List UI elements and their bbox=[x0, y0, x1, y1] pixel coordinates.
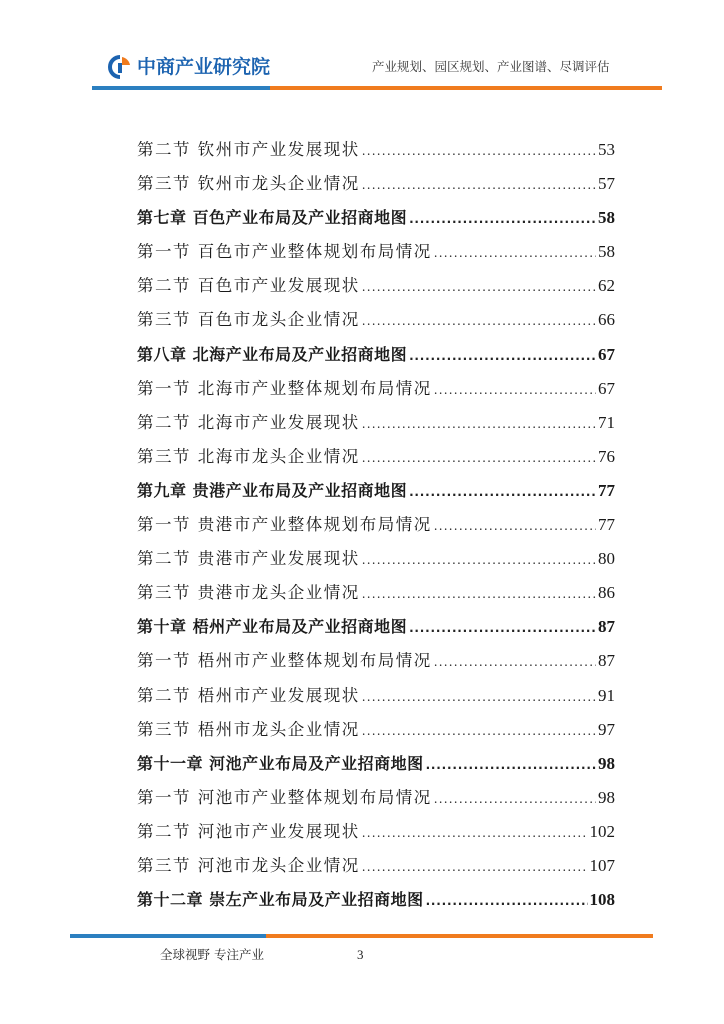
toc-entry-page: 98 bbox=[598, 753, 615, 773]
toc-entry-page: 86 bbox=[598, 583, 615, 603]
toc-entry-page: 77 bbox=[598, 515, 615, 535]
toc-entry-title: 第十一章 河池产业布局及产业招商地图 bbox=[137, 753, 424, 773]
toc-entry-page: 57 bbox=[598, 174, 615, 194]
toc-dot-leader bbox=[362, 303, 596, 337]
toc-section-entry[interactable] bbox=[137, 679, 615, 713]
table-of-contents bbox=[137, 133, 615, 917]
toc-chapter-entry[interactable] bbox=[137, 747, 615, 781]
zhongshang-logo-icon bbox=[107, 54, 133, 80]
toc-dot-leader bbox=[426, 747, 596, 781]
footer-divider-blue bbox=[70, 934, 266, 938]
toc-dot-leader bbox=[426, 883, 588, 917]
brand-logo bbox=[107, 54, 270, 80]
toc-entry-title: 第三节 贵港市龙头企业情况 bbox=[137, 583, 360, 603]
toc-dot-leader bbox=[434, 508, 596, 542]
toc-section-entry[interactable] bbox=[137, 713, 615, 747]
toc-dot-leader bbox=[362, 679, 596, 713]
toc-section-entry[interactable] bbox=[137, 303, 615, 337]
toc-dot-leader bbox=[362, 542, 596, 576]
toc-dot-leader bbox=[362, 269, 596, 303]
toc-dot-leader bbox=[362, 167, 596, 201]
footer-slogan: 全球视野 专注产业 bbox=[160, 947, 264, 962]
toc-dot-leader bbox=[409, 610, 596, 644]
header-divider-blue bbox=[92, 86, 270, 90]
toc-section-entry[interactable] bbox=[137, 815, 615, 849]
toc-entry-page: 80 bbox=[598, 549, 615, 569]
toc-entry-page: 67 bbox=[598, 378, 615, 398]
page-header bbox=[0, 0, 724, 100]
toc-dot-leader bbox=[362, 815, 588, 849]
toc-entry-title: 第三节 河池市龙头企业情况 bbox=[137, 855, 360, 875]
toc-entry-title: 第八章 北海产业布局及产业招商地图 bbox=[137, 344, 408, 364]
toc-chapter-entry[interactable] bbox=[137, 338, 615, 372]
toc-entry-title: 第一节 贵港市产业整体规划布局情况 bbox=[137, 515, 432, 535]
toc-section-entry[interactable] bbox=[137, 849, 615, 883]
toc-dot-leader bbox=[362, 440, 596, 474]
toc-entry-title: 第九章 贵港产业布局及产业招商地图 bbox=[137, 480, 408, 500]
toc-chapter-entry[interactable] bbox=[137, 474, 615, 508]
toc-dot-leader bbox=[434, 781, 596, 815]
toc-section-entry[interactable] bbox=[137, 406, 615, 440]
toc-entry-page: 107 bbox=[589, 855, 615, 875]
brand-name: 中商产业研究院 bbox=[137, 56, 271, 78]
toc-dot-leader bbox=[409, 201, 596, 235]
toc-entry-title: 第二节 北海市产业发展现状 bbox=[137, 412, 360, 432]
toc-chapter-entry[interactable] bbox=[137, 610, 615, 644]
toc-chapter-entry[interactable] bbox=[137, 883, 615, 917]
toc-entry-title: 第一节 北海市产业整体规划布局情况 bbox=[137, 378, 432, 398]
toc-entry-title: 第一节 河池市产业整体规划布局情况 bbox=[137, 787, 432, 807]
toc-entry-page: 91 bbox=[598, 685, 615, 705]
toc-entry-page: 67 bbox=[598, 344, 615, 364]
toc-entry-page: 66 bbox=[598, 310, 615, 330]
toc-dot-leader bbox=[362, 133, 596, 167]
toc-section-entry[interactable] bbox=[137, 167, 615, 201]
toc-entry-title: 第十二章 崇左产业布局及产业招商地图 bbox=[137, 890, 424, 910]
toc-dot-leader bbox=[434, 235, 596, 269]
toc-entry-title: 第一节 百色市产业整体规划布局情况 bbox=[137, 242, 432, 262]
toc-entry-page: 71 bbox=[598, 412, 615, 432]
toc-entry-page: 102 bbox=[589, 821, 615, 841]
toc-dot-leader bbox=[362, 406, 596, 440]
toc-entry-page: 62 bbox=[598, 276, 615, 296]
toc-entry-title: 第二节 河池市产业发展现状 bbox=[137, 821, 360, 841]
toc-entry-title: 第一节 梧州市产业整体规划布局情况 bbox=[137, 651, 432, 671]
toc-entry-title: 第二节 贵港市产业发展现状 bbox=[137, 549, 360, 569]
toc-section-entry[interactable] bbox=[137, 440, 615, 474]
toc-section-entry[interactable] bbox=[137, 781, 615, 815]
toc-entry-page: 53 bbox=[598, 140, 615, 159]
toc-entry-page: 58 bbox=[598, 208, 615, 228]
footer-divider-orange bbox=[266, 934, 653, 938]
toc-entry-title: 第三节 北海市龙头企业情况 bbox=[137, 446, 360, 466]
toc-entry-title: 第三节 钦州市龙头企业情况 bbox=[137, 174, 360, 194]
toc-section-entry[interactable] bbox=[137, 269, 615, 303]
toc-section-entry[interactable] bbox=[137, 508, 615, 542]
toc-section-entry[interactable] bbox=[137, 576, 615, 610]
toc-entry-title: 第三节 百色市龙头企业情况 bbox=[137, 310, 360, 330]
toc-entry-page: 87 bbox=[598, 617, 615, 637]
toc-entry-page: 98 bbox=[598, 787, 615, 807]
toc-entry-page: 87 bbox=[598, 651, 615, 671]
toc-dot-leader bbox=[434, 372, 596, 406]
toc-entry-title: 第二节 百色市产业发展现状 bbox=[137, 276, 360, 296]
header-tagline: 产业规划、园区规划、产业图谱、尽调评估 bbox=[372, 59, 610, 74]
toc-dot-leader bbox=[409, 338, 596, 372]
toc-entry-title: 第三节 梧州市龙头企业情况 bbox=[137, 719, 360, 739]
toc-dot-leader bbox=[434, 644, 596, 678]
toc-entry-title: 第二节 梧州市产业发展现状 bbox=[137, 685, 360, 705]
toc-entry-page: 58 bbox=[598, 242, 615, 262]
toc-entry-title: 第十章 梧州产业布局及产业招商地图 bbox=[137, 617, 408, 637]
toc-dot-leader bbox=[362, 713, 596, 747]
toc-entry-page: 97 bbox=[598, 719, 615, 739]
toc-entry-page: 77 bbox=[598, 480, 615, 500]
page-number: 3 bbox=[357, 947, 364, 962]
toc-entry-title: 第七章 百色产业布局及产业招商地图 bbox=[137, 208, 408, 228]
toc-dot-leader bbox=[362, 849, 588, 883]
header-divider-orange bbox=[270, 86, 662, 90]
toc-entry-title: 第二节 钦州市产业发展现状 bbox=[137, 140, 360, 159]
toc-dot-leader bbox=[409, 474, 596, 508]
toc-entry-page: 108 bbox=[589, 890, 615, 910]
toc-section-entry[interactable] bbox=[137, 372, 615, 406]
toc-section-entry[interactable] bbox=[137, 644, 615, 678]
toc-dot-leader bbox=[362, 576, 596, 610]
toc-section-entry[interactable] bbox=[137, 133, 615, 167]
toc-section-entry[interactable] bbox=[137, 235, 615, 269]
toc-chapter-entry[interactable] bbox=[137, 201, 615, 235]
toc-section-entry[interactable] bbox=[137, 542, 615, 576]
toc-entry-page: 76 bbox=[598, 446, 615, 466]
